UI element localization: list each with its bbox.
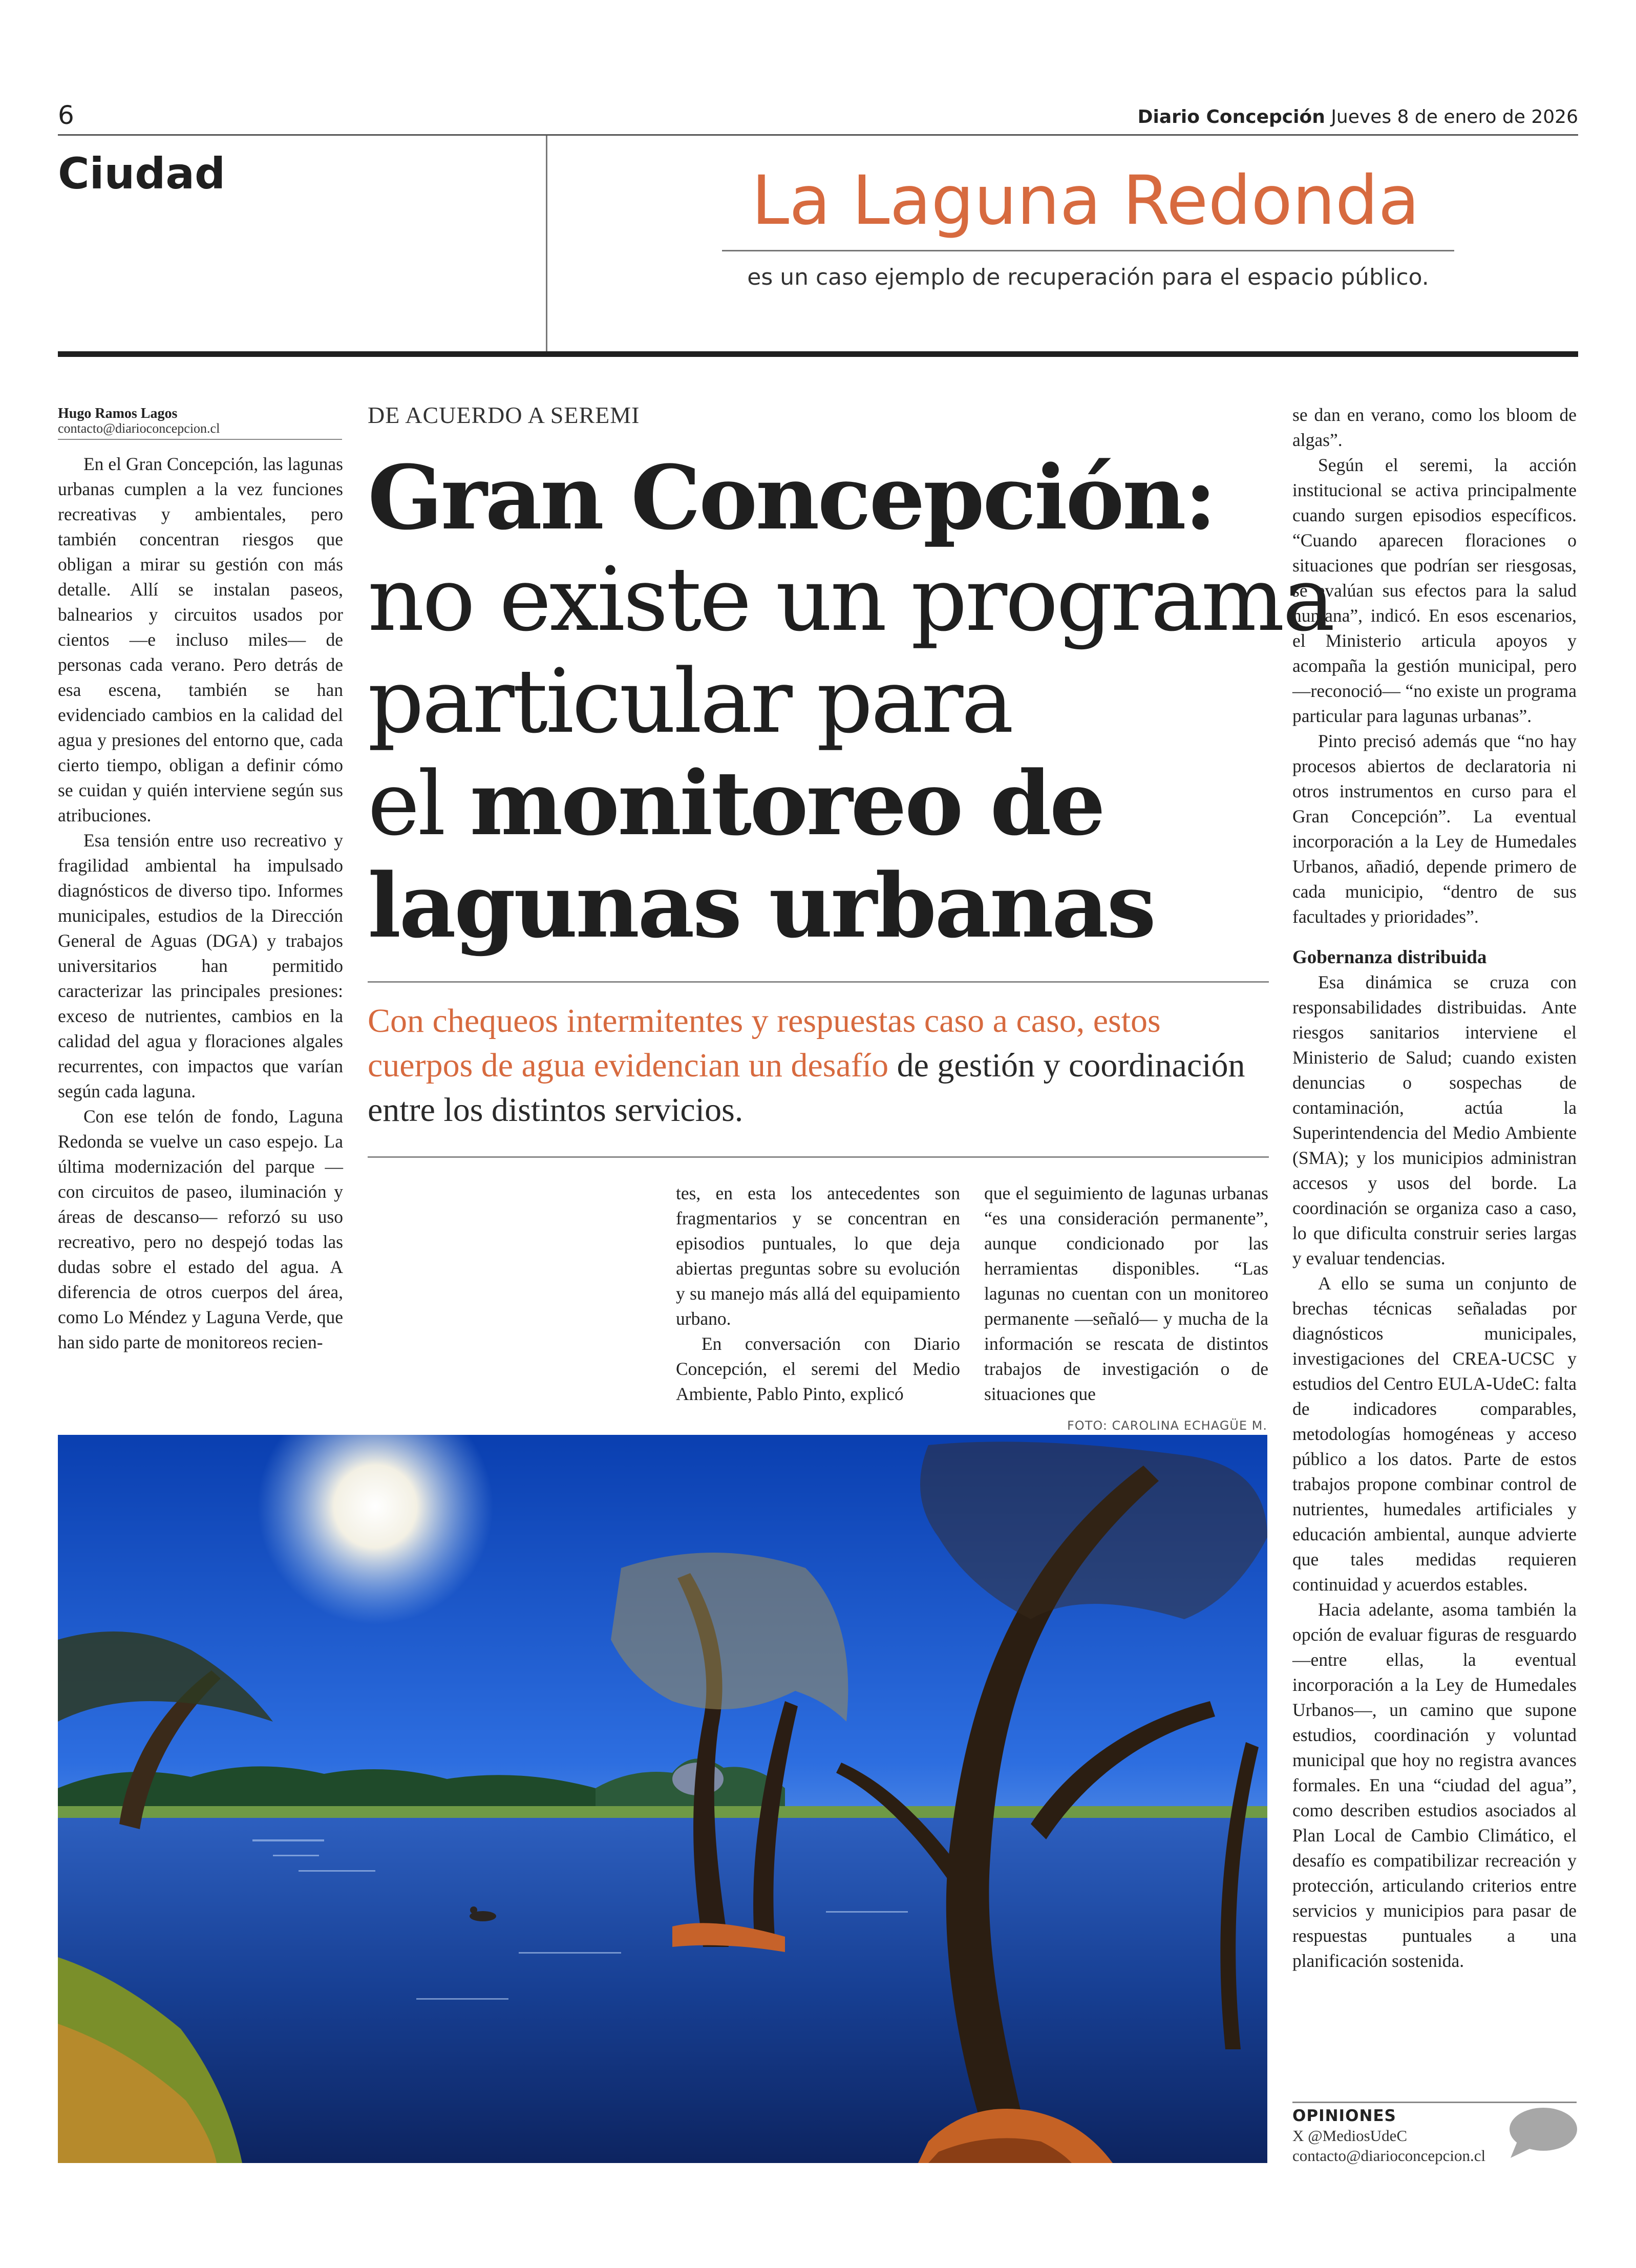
feature-title: La Laguna Redonda <box>751 161 1420 240</box>
paragraph: Con ese telón de fondo, Laguna Redonda se vuelve un caso espejo. La última modernización del parque —con circuitos de paseo, iluminación y áreas de descanso— reforzó su uso recreativo, pero no despejó todas las dudas sobre el estado del agua. A diferencia de otros cuerpos del área, como Lo Méndez y Laguna Verde, que han sido parte de monitoreos recien- <box>58 1106 343 1352</box>
header-rule <box>58 134 1578 136</box>
header-thick-rule <box>58 351 1578 357</box>
opinions-rule <box>1292 2102 1577 2103</box>
deck-rest: de gestión y coordinación entre los distintos servicios. <box>368 1047 1245 1129</box>
paragraph: Pinto precisó además que “no hay procesos abiertos de declaratoria ni otros instrumentos en curso para el Gran Concepción”. La eventual incorporación a la Ley de Humedales Urbanos, añadió, depende primero de cada municipio, “dentro de sus facultades y prioridades”. <box>1292 731 1577 927</box>
headline-line-5: lagunas urbanas <box>368 854 1155 958</box>
deck-rule-bottom <box>368 1156 1269 1158</box>
lagoon-photo-illustration <box>58 1435 1267 2163</box>
paragraph: Según el seremi, la acción institucional se activa principalmente cuando surgen episodios específicos. “Cuando aparecen floraciones o situaciones que podrían ser riesgosas, se evalúan sus efectos para la salud humana”, indicó. En esos escenarios, el Ministerio articula apoyos y acompaña la gestión municipal, pero —reconoció— “no existe un programa particular para lagunas urbanas”. <box>1292 455 1577 726</box>
speech-bubble-icon <box>1506 2105 1578 2161</box>
paragraph: se dan en verano, como los bloom de algas”. <box>1292 405 1577 450</box>
deck-rule-top <box>368 981 1269 983</box>
paragraph: tes, en esta los antecedentes son fragmentarios y se concentran en episodios puntuales, lo que deja abiertas preguntas sobre su evolución y su manejo más allá del equipamiento urbano. <box>676 1183 960 1329</box>
headline-line-2: no existe un programa <box>368 548 1333 651</box>
section-title: Ciudad <box>58 149 226 199</box>
page-number: 6 <box>58 100 74 130</box>
masthead <box>1138 107 1578 128</box>
subheading: Gobernanza distribuida <box>1292 947 1487 968</box>
photo-credit: FOTO: CAROLINA ECHAGÜE M. <box>1067 1418 1267 1433</box>
paragraph: Esa dinámica se cruza con responsabilidades distribuidas. Ante riesgos sanitarios interviene el Ministerio de Salud; cuando existen denuncias o sospechas de contaminación, actúa la Superintendencia del Medio Ambiente (SMA); y los municipios administran accesos y usos del borde. La coordinación se organiza caso a caso, lo que dificulta construir series largas y evaluar tendencias. <box>1292 972 1577 1268</box>
paragraph: En conversación con Diario Concepción, el seremi del Medio Ambiente, Pablo Pinto, explicó <box>676 1333 960 1404</box>
article-headline <box>368 446 1333 958</box>
article-column-3 <box>984 1181 1268 1407</box>
paragraph: Esa tensión entre uso recreativo y fragilidad ambiental ha impulsado diagnósticos de diverso tipo. Informes municipales, estudios de la Dirección General de Aguas (DGA) y trabajos universitarios han permitido caracterizar las principales presiones: exceso de nutrientes, cambios en la calidad del agua y floraciones algales recurrentes, con impactos que varían según cada laguna. <box>58 830 343 1101</box>
opinions-email[interactable]: contacto@diarioconcepcion.cl <box>1292 2147 1486 2165</box>
headline-line-4-bold: monitoreo de <box>470 751 1104 855</box>
article-column-4 <box>1292 402 1577 1974</box>
paragraph: que el seguimiento de lagunas urbanas “es una consideración permanente”, aunque condicionado por las herramientas disponibles. “Las lagunas no cuentan con un monitoreo permanente —señaló— y mucha de la información se rescata de distintos trabajos de investigación o de situaciones que <box>984 1183 1268 1404</box>
paragraph: En el Gran Concepción, las lagunas urbanas cumplen a la vez funciones recreativas y ambientales, pero también concentran riesgos que obligan a mirar su gestión con más detalle. Allí se instalan paseos, balnearios y circuitos usados por cientos —e incluso miles— de personas cada verano. Pero detrás de esa escena, también se han evidenciado cambios en la calidad del agua y presiones del entorno que, cada cierto tiempo, obligan a definir cómo se cuidan y quién interviene según sus atribuciones. <box>58 454 343 825</box>
headline-line-3: particular para <box>368 650 1012 753</box>
headline-line-4-regular: el <box>368 752 470 855</box>
paragraph: A ello se suma un conjunto de brechas técnicas señaladas por diagnósticos municipales, investigaciones del CREA-UCSC y estudios del Centro EULA-UdeC: falta de indicadores comparables, metodologías homogéneas y acceso público a los datos. Parte de estos trabajos propone combinar control de nutrientes, humedales artificiales y educación ambiental, aunque advierte que tales medidas requieren continuidad y acuerdos estables. <box>1292 1273 1577 1595</box>
feature-title-rule <box>722 250 1454 251</box>
header-divider <box>546 136 547 352</box>
paragraph: Hacia adelante, asoma también la opción de evaluar figuras de resguardo —entre ellas, la eventual incorporación a la Ley de Humedales Urbanos—, un camino que supone estudios, coordinación y voluntad municipal que hoy no registra avances formales. En una “ciudad del agua”, como describen estudios asociados al Plan Local de Cambio Climático, el desafío es compatibilizar recreación y protección, articulando criterios entre servicios y municipios para pasar de respuestas puntuales a una planificación sostenida. <box>1292 1599 1577 1971</box>
opinions-title: OPINIONES <box>1292 2107 1396 2125</box>
deck-highlight: Con chequeos intermitentes y respuestas caso a caso, estos cuerpos de agua evidencian un desafío <box>368 1002 1161 1084</box>
lagoon-photo <box>58 1435 1267 2163</box>
issue-date: Jueves 8 de enero de 2026 <box>1331 107 1578 128</box>
article-deck <box>368 999 1269 1132</box>
newspaper-name: Diario Concepción <box>1137 107 1325 128</box>
byline-rule <box>58 439 342 440</box>
headline-line-1: Gran Concepción: <box>368 446 1215 549</box>
opinions-x-handle[interactable]: X @MediosUdeC <box>1292 2127 1408 2145</box>
feature-subtitle: es un caso ejemplo de recuperación para el espacio público. <box>747 264 1429 290</box>
byline-author: Hugo Ramos Lagos <box>58 406 178 421</box>
article-column-2 <box>676 1181 960 1407</box>
article-overline: DE ACUERDO A SEREMI <box>368 402 640 428</box>
article-column-1 <box>58 452 343 1355</box>
byline-email: contacto@diarioconcepcion.cl <box>58 421 220 436</box>
